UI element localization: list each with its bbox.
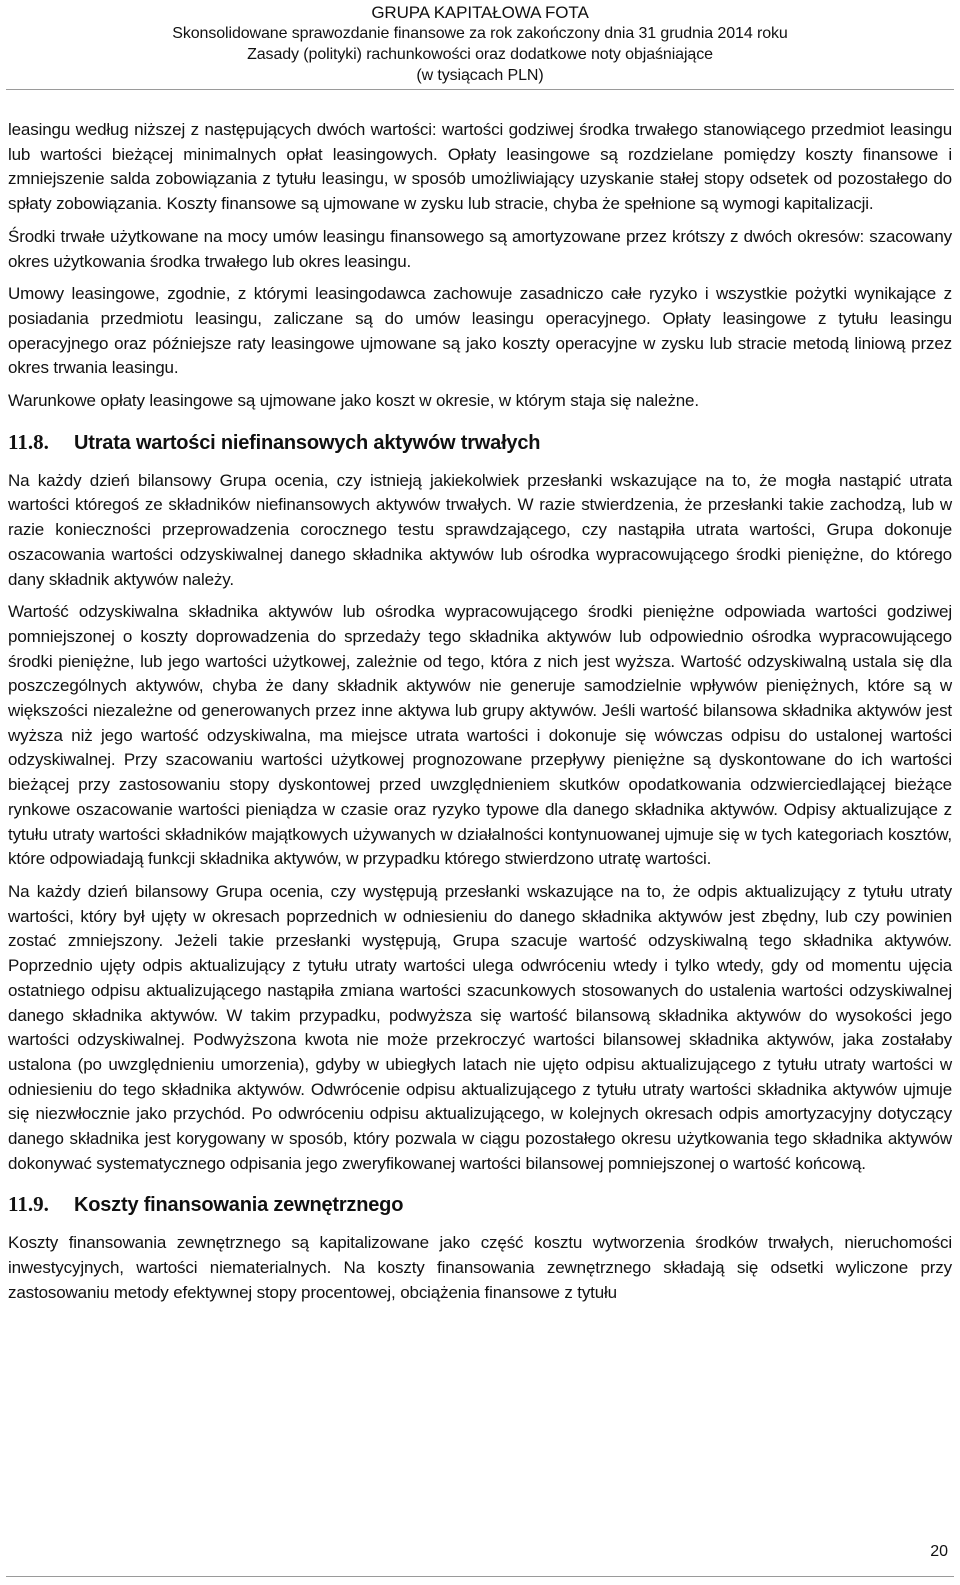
paragraph: Środki trwałe użytkowane na mocy umów leasingu finansowego są amortyzowane przez krótszy z dwóch okresów: szacowany okres użytkowania środka trwałego lub okres leasingu. [8,226,952,271]
section-heading [8,1192,952,1217]
paragraph: Na każdy dzień bilansowy Grupa ocenia, czy istnieją jakiekolwiek przesłanki wskazujące na to, że mogła nastąpić utrata wartości któregoś ze składników niefinansowych aktywów trwałych. W razie stwierdzenia, że przesłanki takie zachodzą, lub w razie konieczności przeprowadzenia corocznego testu sprawdzającego, czy nastąpiła utrata wartości, Grupa dokonuje oszacowania wartości odzyskiwalnej danego składnika aktywów lub ośrodka wypracowującego środki pieniężne, do którego dany składnik aktywów należy. [8,470,952,589]
header-section-title: Zasady (polityki) rachunkowości oraz dodatkowe noty objaśniające [247,46,713,63]
paragraph: Koszty finansowania zewnętrznego są kapitalizowane jako część kosztu wytworzenia środków trwałych, nieruchomości inwestycyjnych, wartości niematerialnych. Na koszty finansowania zewnętrznego składają się odsetki wyliczone przy zastosowaniu metody efektywnej stopy procentowej, obciążenia finansowe z tytułu [8,1233,952,1302]
footer-divider [6,1576,954,1577]
section-heading [8,430,952,455]
header-report-title: Skonsolidowane sprawozdanie finansowe za rok zakończony dnia 31 grudnia 2014 roku [172,25,788,42]
section-title: Utrata wartości niefinansowych aktywów trwałych [74,431,541,454]
page-number: 20 [930,1543,948,1560]
paragraph: Na każdy dzień bilansowy Grupa ocenia, czy występują przesłanki wskazujące na to, że odpis aktualizujący z tytułu utraty wartości, który był ujęty w okresach poprzednich w odniesieniu do danego składnika aktywów jest zbędny, lub czy powinien zostać zmniejszony. Jeżeli takie przesłanki występują, Grupa szacuje wartość odzyskiwalną tego składnika aktywów. Poprzednio ujęty odpis aktualizujący z tytułu utraty wartości ulega odwróceniu wtedy i tylko wtedy, gdy od momentu ujęcia ostatniego odpisu aktualizującego nastąpiła zmiana wartości szacunkowych stosowanych do ustalenia wartości odzyskiwalnej danego składnika aktywów. W takim przypadku, podwyższa się wartość bilansową składnika aktywów do wysokości jego wartości odzyskiwalnej. Podwyższona kwota nie może przekroczyć wartości bilansowej składnika aktywów, jaka zostałaby ustalona (po uwzględnieniu umorzenia), gdyby w ubiegłych latach nie ujęto odpisu aktualizującego z tytułu utraty wartości w odniesieniu do tego składnika aktywów. Odwrócenie odpisu aktualizującego z tytułu utraty wartości składnika aktywów ujmuje się niezwłocznie jako przychód. Po odwróceniu odpisu aktualizującego, w kolejnych okresach odpis amortyzacyjny dotyczący danego składnika jest korygowany w sposób, który pozwala w ciągu pozostałego okresu użytkowania tego składnika aktywów dokonywać systematycznego odpisania jego zweryfikowanej wartości bilansowej pomniejszonej o wartość końcową. [8,881,952,1173]
page-header [6,0,954,90]
header-company: GRUPA KAPITAŁOWA FOTA [371,3,589,22]
section-number: 11.8. [8,429,49,454]
paragraph: Umowy leasingowe, zgodnie, z którymi leasingodawca zachowuje zasadniczo całe ryzyko i wszystkie pożytki wynikające z posiadania przedmiotu leasingu, zaliczane są do umów leasingu operacyjnego. Opłaty leasingowe z tytułu leasingu operacyjnego oraz późniejsze raty leasingowe ujmowane są jako koszty operacyjne w zysku lub stracie metodą liniową przez okres trwania leasingu. [8,284,952,378]
paragraph: Warunkowe opłaty leasingowe są ujmowane jako koszt w okresie, w którym staja się należne. [8,391,699,411]
section-title: Koszty finansowania zewnętrznego [74,1194,404,1217]
header-currency-note: (w tysiącach PLN) [416,67,544,84]
paragraph: Wartość odzyskiwalna składnika aktywów lub ośrodka wypracowującego środki pieniężne odpowiada wartości godziwej pomniejszonej o koszty doprowadzenia do sprzedaży tego składnika aktywów lub odpowiednio ośrodka wypracowującego środki pieniężne, lub jego wartości użytkowej, zależnie od tego, która z nich jest wyższa. Wartość odzyskiwalną ustala się dla poszczególnych aktywów, chyba że dany składnik aktywów nie generuje samodzielnie wpływów pieniężnych, które są w większości niezależne od generowanych przez inne aktywa lub grupy aktywów. Jeśli wartość bilansowa składnika aktywów jest wyższa niż jego wartość odzyskiwalna, ma miejsce utrata wartości i dokonuje się wówczas odpisu do ustalonej wartości odzyskiwalnej. Przy szacowaniu wartości użytkowej prognozowane przepływy pieniężne są dyskontowane do ich wartości bieżącej przy zastosowaniu stopy dyskontowej przed uwzględnieniem skutków opodatkowania odzwierciedlającej bieżące rynkowe oszacowanie wartości pieniądza w czasie oraz ryzyko typowe dla danego składnika aktywów. Odpisy aktualizujące z tytułu utraty wartości składników majątkowych używanych w działalności kontynuowanej ujmuje się w tych kategoriach kosztów, które odpowiadają funkcji składnika aktywów, w przypadku którego stwierdzono utratę wartości. [8,602,952,869]
paragraph: leasingu według niższej z następujących dwóch wartości: wartości godziwej środka trwałego stanowiącego przedmiot leasingu lub wartości bieżącej minimalnych opłat leasingowych. Opłaty leasingowe są rozdzielane pomiędzy koszty finansowe i zmniejszenie salda zobowiązania z tytułu leasingu, w sposób umożliwiający uzyskanie stałej stopy odsetek od pozostałego do spłaty zobowiązania. Koszty finansowe są ujmowane w zysku lub stracie, chyba że spełnione są wymogi kapitalizacji. [8,120,952,214]
page-content [0,90,960,1306]
section-number: 11.9. [8,1192,49,1217]
